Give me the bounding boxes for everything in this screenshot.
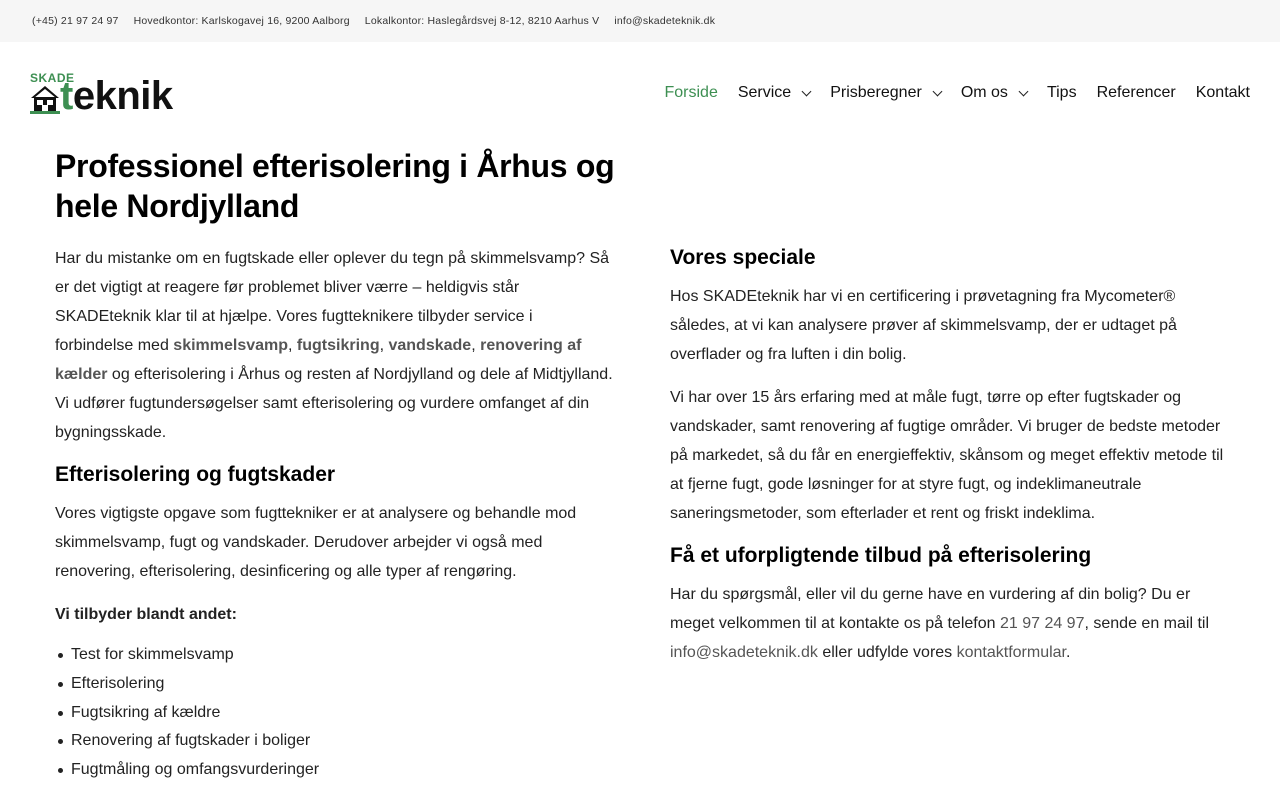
nav-label: Om os bbox=[960, 84, 1008, 101]
topbar-local-office: Lokalkontor: Haslegårdsvej 8-12, 8210 Aarhus V bbox=[364, 15, 600, 27]
contact-text-4: . bbox=[1066, 644, 1071, 661]
nav-item-om-os[interactable] bbox=[961, 84, 1027, 102]
contact-text-2: , sende en mail til bbox=[1084, 615, 1209, 632]
intro-text-1: Har du mistanke om en fugtskade eller oplever du tegn på skimmelsvamp? Så er det vigtigt at reagere før problemet bliver værre – heldigvis står SKADEteknik klar til at hjælpe. Vores fugtteknikere tilbyder service i forbindelse med bbox=[55, 250, 610, 354]
topbar-email[interactable]: info@skadeteknik.dk bbox=[614, 15, 716, 27]
logo-word-accent: t bbox=[60, 74, 73, 118]
link-renovering-af-kaelder[interactable]: renovering af kælder bbox=[55, 337, 582, 383]
nav-item-service[interactable] bbox=[738, 84, 810, 102]
link-vandskade[interactable]: vandskade bbox=[388, 337, 472, 354]
contact-form-link[interactable]: kontaktformular bbox=[956, 644, 1066, 661]
nav-item-prisberegner[interactable] bbox=[830, 84, 941, 102]
phone-link[interactable]: 21 97 24 97 bbox=[999, 615, 1085, 632]
nav-item-kontakt[interactable] bbox=[1196, 84, 1250, 102]
intro-sep-3: , bbox=[471, 337, 481, 354]
list-item: Test for skimmelsvamp bbox=[71, 641, 615, 670]
chevron-down-icon bbox=[802, 86, 812, 96]
intro-paragraph bbox=[55, 244, 615, 447]
nav-label: Referencer bbox=[1096, 84, 1176, 101]
section-title-speciale: Vores speciale bbox=[670, 246, 816, 269]
nav-item-referencer[interactable] bbox=[1097, 84, 1176, 102]
nav-item-tips[interactable] bbox=[1047, 84, 1077, 102]
chevron-down-icon bbox=[932, 86, 942, 96]
main-content-right bbox=[670, 244, 1225, 681]
house-icon bbox=[30, 84, 60, 114]
contact-paragraph bbox=[670, 580, 1225, 667]
offer-list bbox=[55, 641, 615, 785]
intro-sep-1: , bbox=[288, 337, 297, 354]
logo-wordmark bbox=[60, 74, 173, 118]
intro-text-2: og efterisolering i Århus og resten af Nordjylland og dele af Midtjylland. Vi udfører fugtundersøgelser samt efterisolering og vurdere omfanget af din bygningsskade. bbox=[55, 366, 613, 441]
nav-label: Kontakt bbox=[1195, 84, 1250, 101]
nav-item-forside[interactable] bbox=[664, 84, 717, 102]
section-text-speciale: Hos SKADEteknik har vi en certificering i prøvetagning fra Mycometer® således, at vi kan analysere prøver af skimmelsvamp, der er udtaget på overflader og fra luften i din bolig. bbox=[670, 288, 1177, 363]
list-item: Fugtsikring af kældre bbox=[71, 699, 615, 728]
site-logo[interactable] bbox=[30, 72, 200, 118]
nav-label: Prisberegner bbox=[830, 84, 922, 101]
nav-label: Service bbox=[737, 84, 792, 101]
main-content-left bbox=[55, 146, 615, 785]
section-title-tilbud: Få et uforpligtende tilbud på efterisolering bbox=[670, 544, 1092, 567]
nav-label: Forside bbox=[664, 84, 718, 101]
section-title-efterisolering: Efterisolering og fugtskader bbox=[55, 463, 336, 486]
nav-label: Tips bbox=[1046, 84, 1077, 101]
intro-sep-2: , bbox=[379, 337, 389, 354]
email-link[interactable]: info@skadeteknik.dk bbox=[670, 644, 818, 661]
list-item: Efterisolering bbox=[71, 670, 615, 699]
link-skimmelsvamp[interactable]: skimmelsvamp bbox=[173, 337, 289, 354]
list-item: Fugtmåling og omfangsvurderinger bbox=[71, 756, 615, 785]
chevron-down-icon bbox=[1018, 86, 1028, 96]
contact-text-3: eller udfylde vores bbox=[817, 644, 957, 661]
list-item: Renovering af fugtskader i boliger bbox=[71, 727, 615, 756]
main-navigation bbox=[664, 82, 1250, 104]
page-title: Professionel efterisolering i Århus og hele Nordjylland bbox=[55, 148, 615, 224]
top-info-bar bbox=[0, 0, 1280, 42]
section-text-erfaring: Vi har over 15 års erfaring med at måle fugt, tørre op efter fugtskader og vandskader, samt renovering af fugtige områder. Vi bruger de bedste metoder på markedet, så du får en energieffektiv, skånsom og meget effektiv metode til at fjerne fugt, gode løsninger for at styre fugt, og indeklimaneutrale saneringsmetoder, som efterlader et rent og friskt indeklima. bbox=[670, 389, 1224, 522]
site-header bbox=[0, 42, 1280, 142]
contact-text-1: Har du spørgsmål, eller vil du gerne have en vurdering af din bolig? Du er meget velkommen til at kontakte os på telefon bbox=[670, 586, 1191, 632]
topbar-main-office: Hovedkontor: Karlskogavej 16, 9200 Aalborg bbox=[133, 15, 350, 27]
logo-word-rest: eknik bbox=[72, 74, 173, 118]
section-text-efterisolering: Vores vigtigste opgave som fugttekniker er at analysere og behandle mod skimmelsvamp, fugt og vandskader. Derudover arbejder vi også med renovering, efterisolering, desinficering og alle typer af rengøring. bbox=[55, 505, 577, 580]
topbar-phone[interactable]: (+45) 21 97 24 97 bbox=[32, 15, 119, 27]
link-fugtsikring[interactable]: fugtsikring bbox=[296, 337, 380, 354]
offer-lead: Vi tilbyder blandt andet: bbox=[55, 606, 237, 623]
logo-small-text: SKADE bbox=[30, 71, 75, 85]
